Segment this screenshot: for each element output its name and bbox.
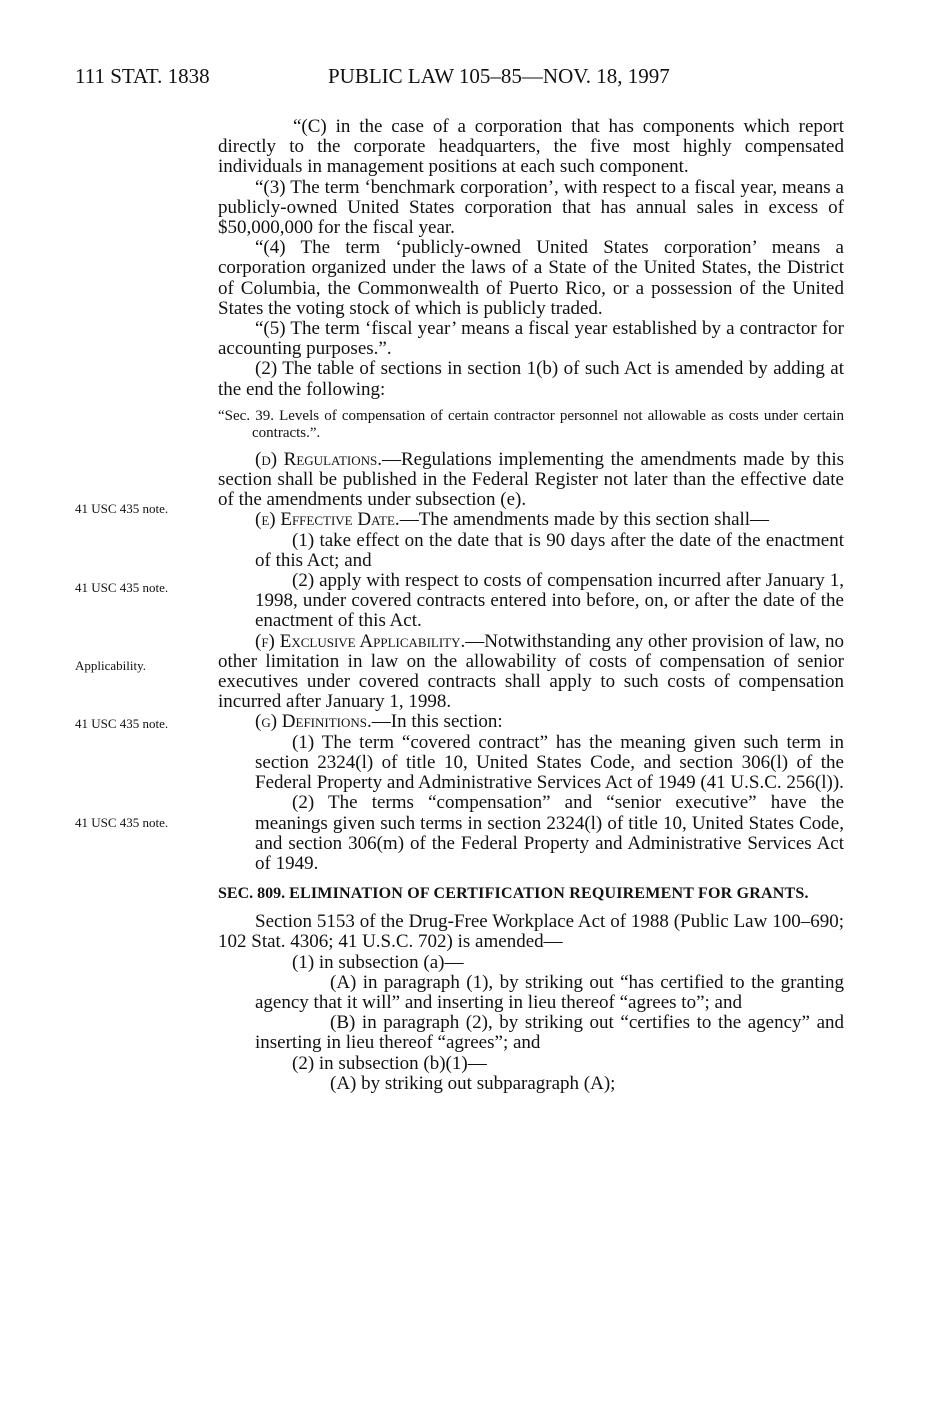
margin-note: 41 USC 435 note. — [75, 501, 169, 516]
section-809-heading — [218, 884, 844, 904]
subsection-d-text: —Regulations implementing the amendments made by this section shall be published in the Federal Register not later than the effective date of the amendments under subsection (e). — [218, 448, 844, 511]
subparagraph-809-2-a: (A) by striking out subparagraph (A); — [330, 1072, 616, 1094]
paragraph-g-2: (2) The terms “compensation” and “senior executive” have the meanings given such terms in section 2324(l) of title 10, United States Code, and section 306(m) of the Federal Property and Administrative Services Act of 1949. — [255, 792, 844, 874]
paragraph-5: “(5) The term ‘fiscal year’ means a fiscal year established by a contractor for accounting purposes.”. — [218, 318, 844, 360]
subsection-f-heading: (f) Exclusive Applicability. — [255, 630, 466, 652]
subsection-e — [218, 510, 844, 530]
subsection-g — [218, 712, 844, 732]
margin-note: 41 USC 435 note. — [75, 580, 169, 595]
subsection-g-heading: (g) Definitions. — [255, 711, 372, 733]
paragraph-e-2: (2) apply with respect to costs of compensation incurred after January 1, 1998, under covered contracts entered into before, on, or after the date of the enactment of this Act. — [255, 570, 844, 632]
margin-note: Applicability. — [75, 658, 147, 673]
section-number: SEC. 809. — [218, 885, 286, 903]
section-809-intro: Section 5153 of the Drug-Free Workplace Act of 1988 (Public Law 100–690; 102 Stat. 4306; 41 U.S.C. 702) is amended— — [218, 911, 844, 953]
paragraph-809-2: (2) in subsection (b)(1)— — [292, 1052, 487, 1074]
subsection-d — [218, 450, 844, 511]
paragraph-table-amendment: (2) The table of sections in section 1(b) of such Act is amended by adding at the end the following: — [218, 358, 844, 400]
subsection-f — [218, 632, 844, 713]
page-header — [75, 64, 907, 92]
paragraph-c: “(C) in the case of a corporation that has components which report directly to the corporate headquarters, the five most highly compensated individuals in management positions at each such component. — [218, 116, 844, 178]
paragraph-809-1: (1) in subsection (a)— — [292, 951, 464, 973]
subparagraph-809-1-b: (B) in paragraph (2), by striking out “certifies to the agency” and inserting in lieu thereof “agrees”; and — [255, 1012, 844, 1054]
table-of-sections-entry: “Sec. 39. Levels of compensation of certain contractor personnel not allowable as costs under certain contracts.”. — [218, 407, 844, 441]
subsection-f-text: —Notwithstanding any other provision of law, no other limitation in law on the allowability of costs of compensation of senior executives under covered contracts shall apply to such costs of compensation incurred after January 1, 1998. — [218, 630, 844, 713]
subsection-e-text: —The amendments made by this section shall— — [399, 509, 770, 531]
subparagraph-809-1-a: (A) in paragraph (1), by striking out “has certified to the granting agency that it will” and inserting in lieu thereof “agrees to”; and — [255, 971, 844, 1013]
paragraph-e-1: (1) take effect on the date that is 90 days after the date of the enactment of this Act; and — [255, 529, 844, 571]
paragraph-3: “(3) The term ‘benchmark corporation’, with respect to a fiscal year, means a publicly-owned United States corporation that has annual sales in excess of $50,000,000 for the fiscal year. — [218, 176, 844, 239]
margin-note: 41 USC 435 note. — [75, 815, 169, 830]
paragraph-g-1: (1) The term “covered contract” has the meaning given such term in section 2324(l) of title 10, United States Code, and section 306(l) of the Federal Property and Administrative Services Act of 1949 (41 U.S.C. 256(l)). — [255, 731, 844, 794]
body-text — [218, 117, 844, 1094]
subsection-g-text: —In this section: — [371, 711, 503, 733]
subsection-d-heading: (d) Regulations. — [255, 448, 382, 470]
running-title: PUBLIC LAW 105–85—NOV. 18, 1997 — [328, 64, 670, 88]
margin-note: 41 USC 435 note. — [75, 716, 169, 731]
section-title: ELIMINATION OF CERTIFICATION REQUIREMENT FOR GRANTS. — [289, 885, 809, 903]
page-reference: 111 STAT. 1838 — [75, 64, 210, 88]
subsection-e-heading: (e) Effective Date. — [255, 509, 400, 531]
paragraph-4: “(4) The term ‘publicly-owned United States corporation’ means a corporation organized under the laws of a State of the United States, the District of Columbia, the Commonwealth of Puerto Rico, or a possession of the United States the voting stock of which is publicly traded. — [218, 237, 844, 319]
